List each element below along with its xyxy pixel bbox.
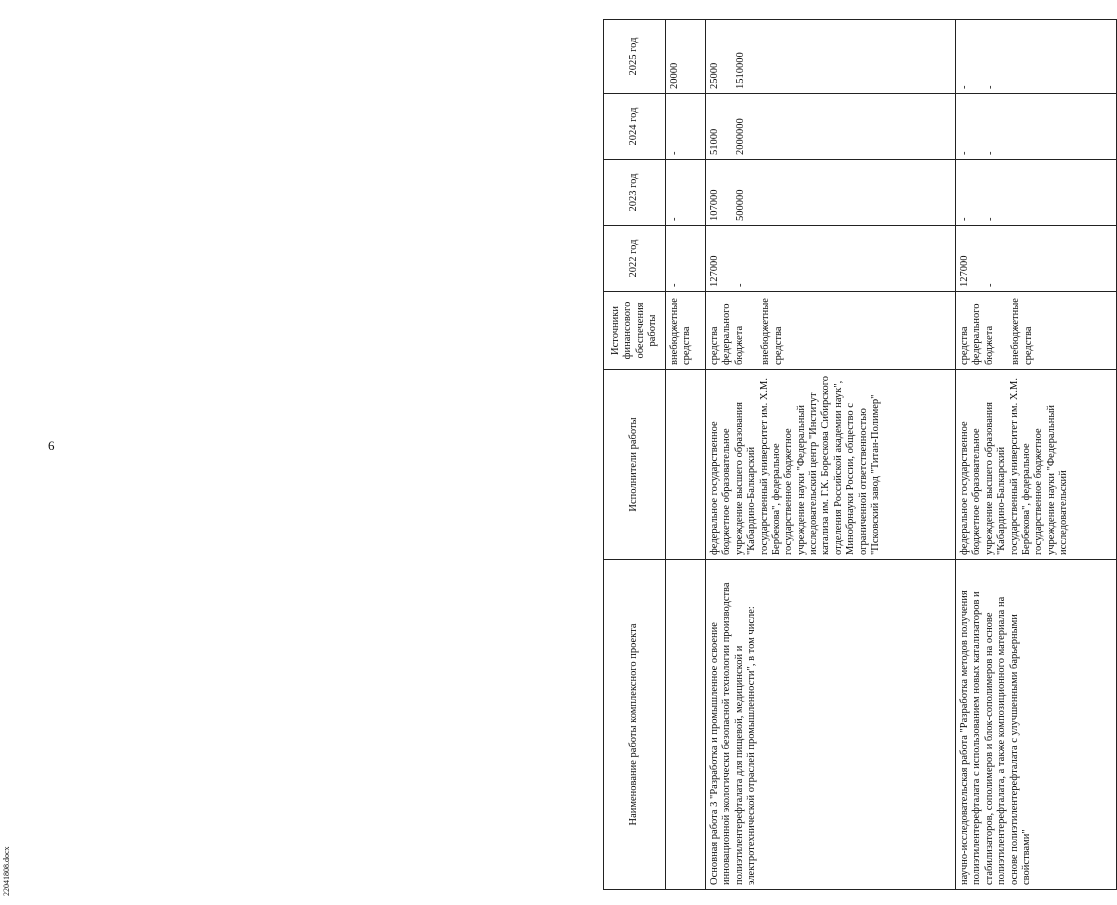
value-entry: 127000 xyxy=(709,255,720,287)
value-2022 xyxy=(706,226,956,292)
header-sources: Источники финансового обеспечения работы xyxy=(604,292,666,370)
value-2025 xyxy=(706,20,956,94)
value-entry: - xyxy=(985,283,997,287)
value-2024 xyxy=(706,94,956,160)
work-name-cell xyxy=(666,560,706,890)
page-number: 6 xyxy=(48,438,55,453)
value-entry: 25000 xyxy=(709,62,720,89)
source-cell: внебюджетные средства xyxy=(666,292,706,370)
project-works-table xyxy=(603,19,1117,890)
executors-cell: федеральное государственное бюджетное образовательное учреждение высшего образования "Кабардино-Балкарский государственный университет им. Х.М. Бербекова", федеральное государственное бюджетное учреждение науки "Федеральный исследовательский xyxy=(956,370,1117,560)
value-entry: - xyxy=(959,217,970,221)
value-2025: 20000 xyxy=(666,20,706,94)
source-entry: внебюджетные средства xyxy=(760,298,784,365)
rotated-table-sheet xyxy=(603,20,1117,890)
table-row xyxy=(956,20,1117,890)
value-2022: - xyxy=(666,226,706,292)
value-2025 xyxy=(956,20,1117,94)
value-2022 xyxy=(956,226,1117,292)
value-2023 xyxy=(706,160,956,226)
header-2022: 2022 год xyxy=(604,226,666,292)
value-entry: - xyxy=(985,85,997,89)
source-cell xyxy=(706,292,956,370)
executors-cell: федеральное государственное бюджетное образовательное учреждение высшего образования "Кабардино-Балкарский государственный университет им. Х.М. Бербекова", федеральное государственное бюджетное учреждение науки "Федеральный исследовательский центр "Институт катализа им. Г.К. Борескова Сибирского отделения Российской академии наук", Минобрнауки России, общество с ограниченной ответственностью "Псковский завод "Титан-Полимер" xyxy=(706,370,956,560)
header-2023: 2023 год xyxy=(604,160,666,226)
value-entry: - xyxy=(985,151,997,155)
value-2023: - xyxy=(666,160,706,226)
value-2024 xyxy=(956,94,1117,160)
value-entry: - xyxy=(735,283,747,287)
value-entry: 107000 xyxy=(709,189,720,221)
work-name-cell: Основная работа 3 "Разработка и промышленное освоение инновационной экологически безопасной технологии производства полиэтилентерефталата для пищевой, медицинской и электротехнической отраслей промышленности", в том числе: xyxy=(706,560,956,890)
source-entry: средства федерального бюджета xyxy=(959,303,995,365)
document-filename: 22041808.docx xyxy=(2,846,11,896)
executors-cell xyxy=(666,370,706,560)
header-work-name: Наименование работы комплексного проекта xyxy=(604,560,666,890)
value-entry: 2000000 xyxy=(735,118,747,155)
value-entry: 127000 xyxy=(959,255,970,287)
table-row xyxy=(706,20,956,890)
header-executors: Исполнители работы xyxy=(604,370,666,560)
source-entry: внебюджетные средства xyxy=(1010,298,1034,365)
work-name-cell: научно-исследовательская работа "Разработка методов получения полиэтилентерефталата с использованием новых катализаторов и стабилизаторов, сополимеров и блок-сополимеров на основе полиэтилентерефталата, а также композиционного материала на основе полиэтилентерефталата с улучшенными барьерными свойствами" xyxy=(956,560,1117,890)
value-entry: - xyxy=(959,85,970,89)
value-entry: - xyxy=(959,151,970,155)
source-cell xyxy=(956,292,1117,370)
value-entry: 1510000 xyxy=(735,52,747,89)
value-entry: 51000 xyxy=(709,128,720,155)
header-2025: 2025 год xyxy=(604,20,666,94)
value-2024: - xyxy=(666,94,706,160)
header-2024: 2024 год xyxy=(604,94,666,160)
table-row xyxy=(666,20,706,890)
value-entry: 500000 xyxy=(735,189,747,221)
value-entry: - xyxy=(985,217,997,221)
table-header-row xyxy=(604,20,666,890)
value-2023 xyxy=(956,160,1117,226)
source-entry: средства федерального бюджета xyxy=(709,303,745,365)
